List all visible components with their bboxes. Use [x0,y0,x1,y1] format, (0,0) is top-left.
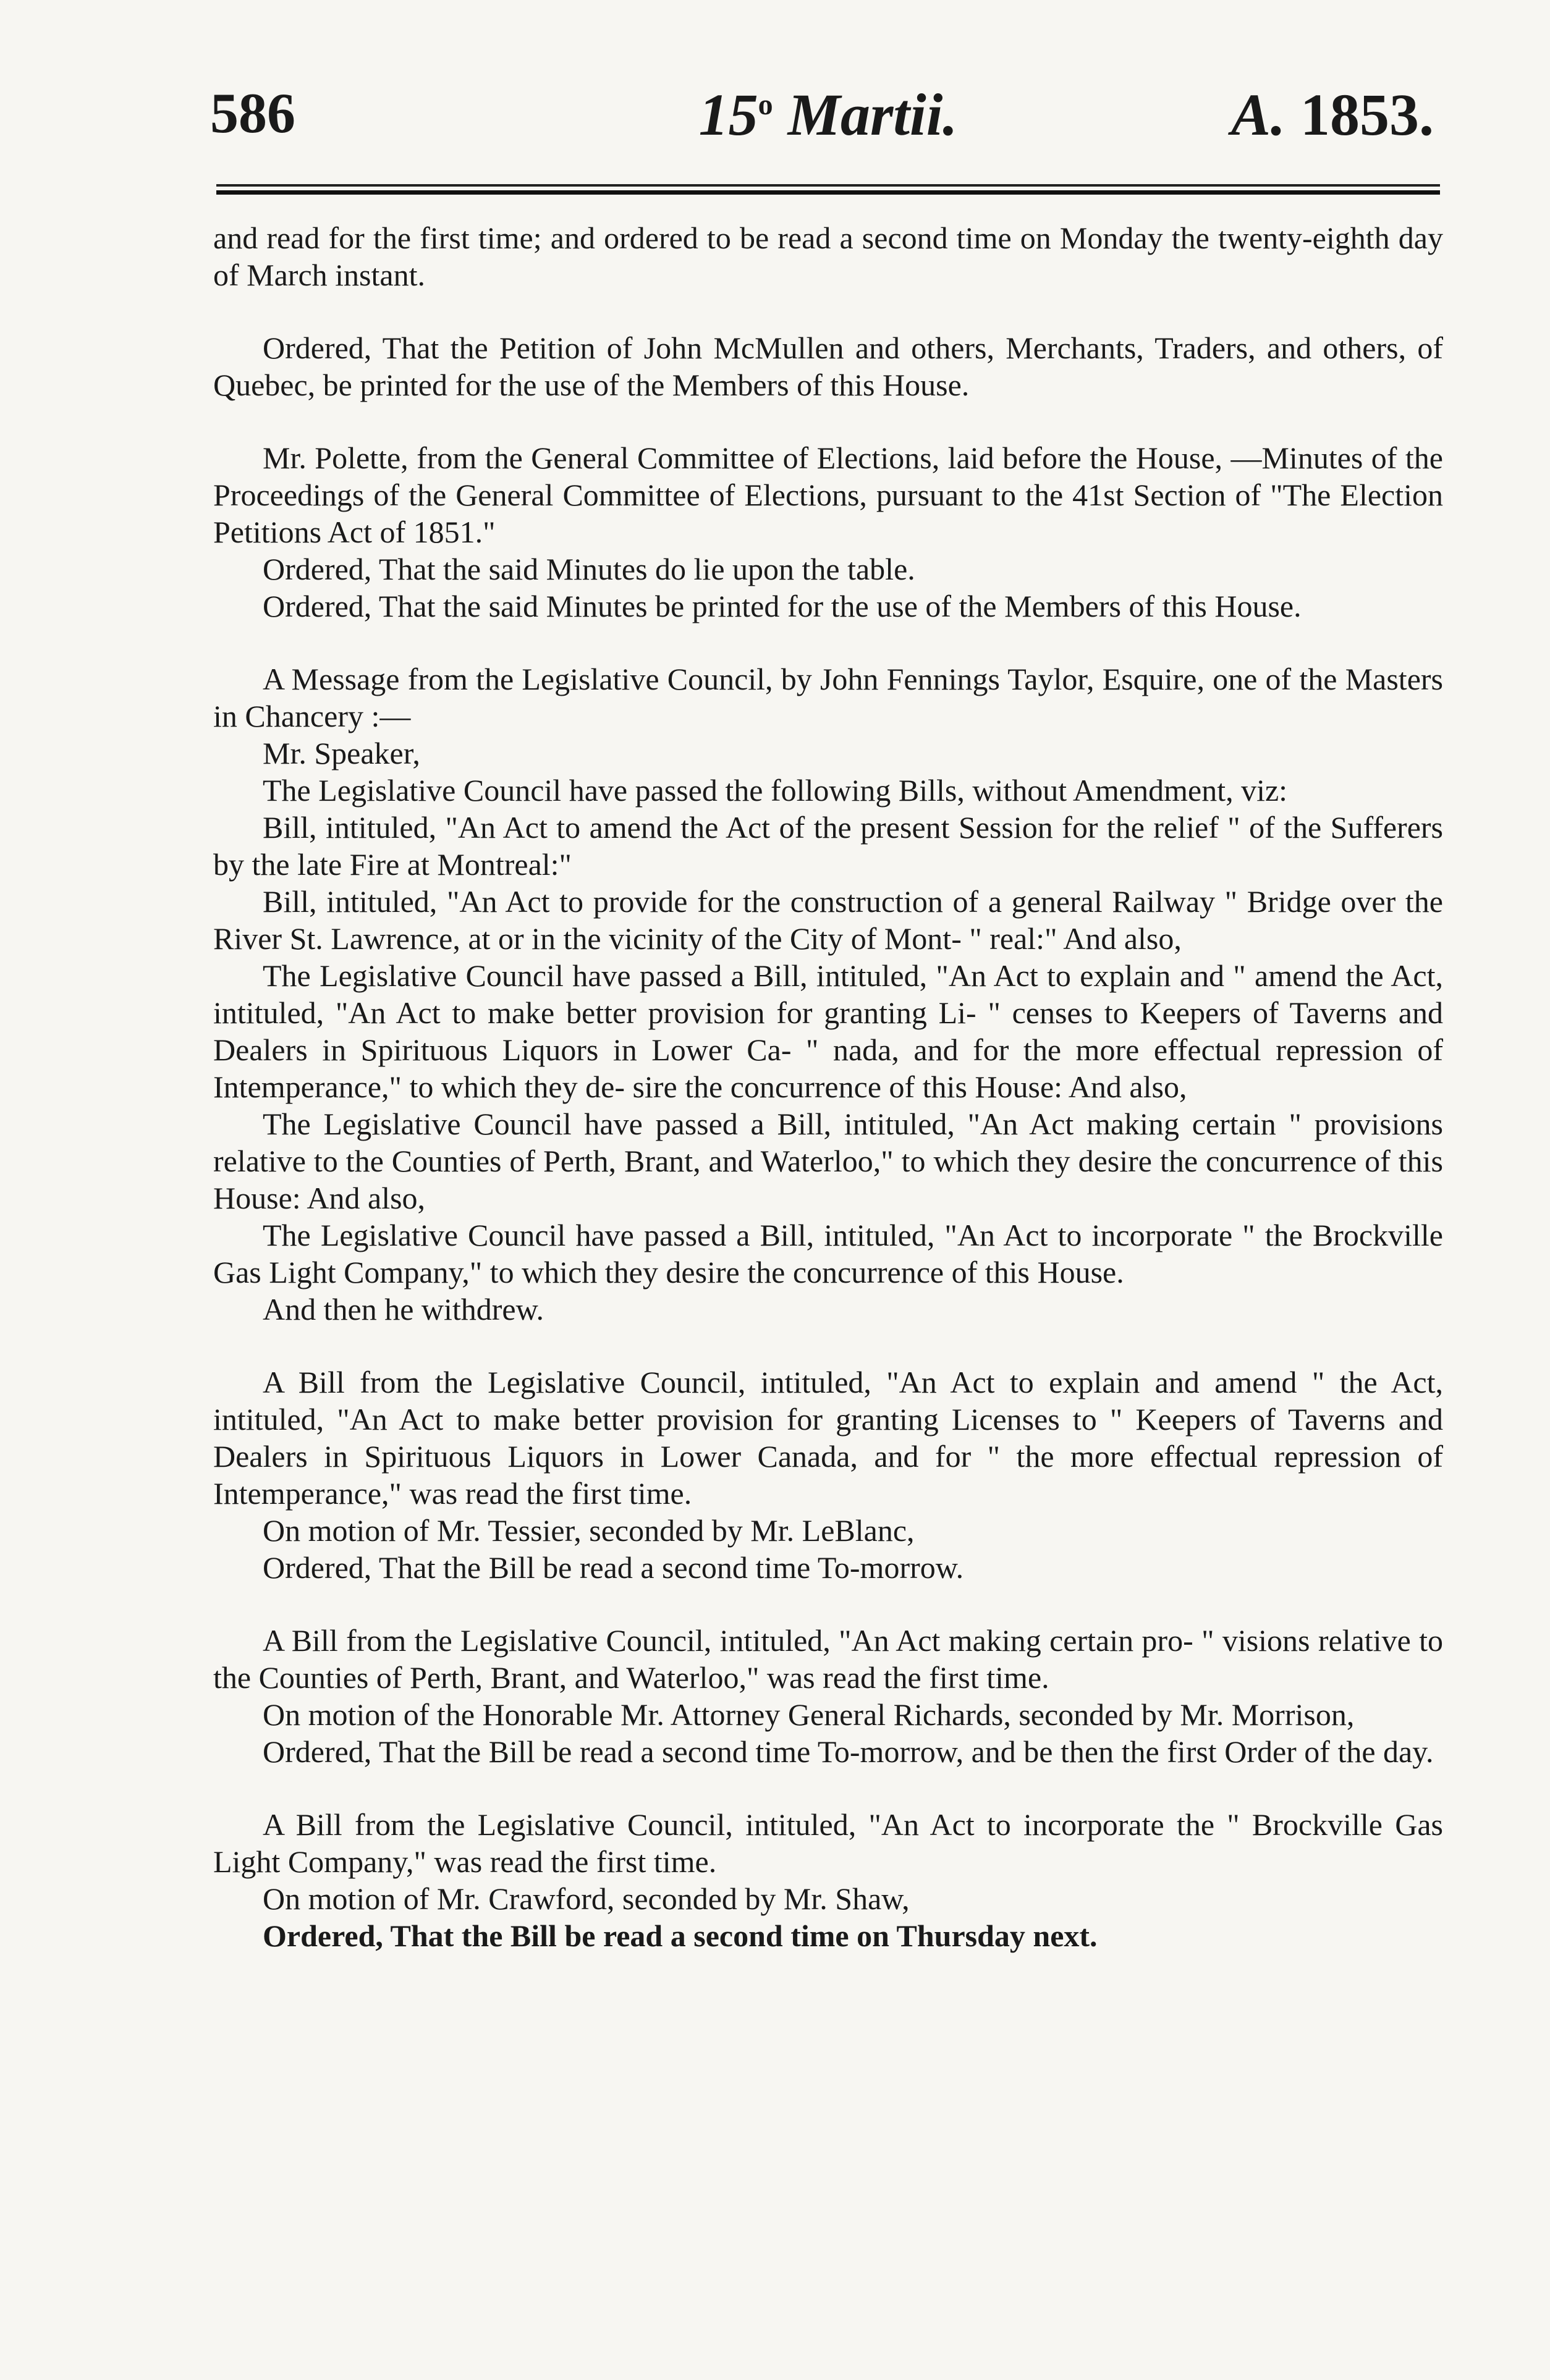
paragraph: Bill, intituled, "An Act to amend the Act of the present Session for the relief " of the Sufferers by the late Fire at Montreal:" [213,810,1443,882]
paragraph: and read for the first time; and ordered to be read a second time on Monday the twenty-eighth day of March instant. [213,221,1443,292]
paragraph: The Legislative Council have passed a Bill, intituled, "An Act making certain " provisions relative to the Counties of Perth, Brant, and Waterloo," to which they desire the concurrence of this House: And also, [213,1107,1443,1215]
paragraph: The Legislative Council have passed the following Bills, without Amendment, viz: [263,773,1288,808]
paragraph: Ordered, That the Bill be read a second time To-morrow. [263,1550,964,1585]
page-number: 586 [210,82,295,145]
paragraph: Mr. Polette, from the General Committee of Elections, laid before the House, —Minutes of the Proceedings of the General Committee of Elections, pursuant to the 41st Section of "The Election Petitions Act of 1851." [213,441,1443,549]
paragraph: Mr. Speaker, [263,736,420,770]
paragraph: A Bill from the Legislative Council, intituled, "An Act to incorporate the " Brockville Gas Light Company," was read the first time. [213,1807,1443,1879]
paragraph: A Bill from the Legislative Council, intituled, "An Act making certain pro- " visions relative to the Counties of Perth, Brant, and Waterloo," was read the first time. [213,1623,1443,1695]
title-word: Martii. [787,82,958,148]
title-superscript: o [758,88,773,121]
paragraph: The Legislative Council have passed a Bill, intituled, "An Act to explain and " amend the Act, intituled, "An Act to make better provision for granting Li- " censes to Keepers of Taverns and Dealers in Spirituous Liquors in Lower Ca- " nada, and for the more effectual repression of Intemperance," to which they de- sire the concurrence of this House: And also, [213,958,1443,1104]
running-header [210,80,1446,148]
paragraph: Ordered, That the said Minutes be printed for the use of the Members of this House. [263,589,1302,623]
paragraph: Bill, intituled, "An Act to provide for the construction of a general Railway " Bridge over the River St. Lawrence, at or in the vicinity of the City of Mont- " real:" And also, [213,884,1443,956]
paragraph: The Legislative Council have passed a Bill, intituled, "An Act to incorporate " the Brockville Gas Light Company," to which they desire the concurrence of this House. [213,1218,1443,1289]
paragraph: A Bill from the Legislative Council, intituled, "An Act to explain and amend " the Act, intituled, "An Act to make better provision for granting Licenses to " Keepers of Taverns and Dealers in Spirituous Liquors in Lower Canada, and for " the more effectual repression of Intemperance," was read the first time. [213,1365,1443,1511]
paragraph: Ordered, That the said Minutes do lie upon the table. [263,552,915,586]
year-prefix: A. [1230,82,1285,148]
year-label [1231,80,1434,149]
paragraph: On motion of Mr. Crawford, seconded by Mr. Shaw, [263,1881,910,1916]
journal-body [213,219,1443,1954]
year-value: 1853. [1300,82,1434,148]
paragraph: Ordered, That the Bill be read a second time To-morrow, and be then the first Order of the day. [263,1734,1434,1769]
paragraph: Ordered, That the Petition of John McMullen and others, Merchants, Traders, and others, of Quebec, be printed for the use of the Members of this House. [213,331,1443,402]
paragraph: And then he withdrew. [263,1292,544,1327]
paragraph: Ordered, That the Bill be read a second time on Thursday next. [263,1918,1098,1953]
paragraph: A Message from the Legislative Council, by John Fennings Taylor, Esquire, one of the Masters in Chancery :— [213,662,1443,733]
paragraph: On motion of the Honorable Mr. Attorney General Richards, seconded by Mr. Morrison, [263,1697,1355,1732]
paragraph: On motion of Mr. Tessier, seconded by Mr. LeBlanc, [263,1513,915,1548]
title-day: 15 [698,82,758,148]
